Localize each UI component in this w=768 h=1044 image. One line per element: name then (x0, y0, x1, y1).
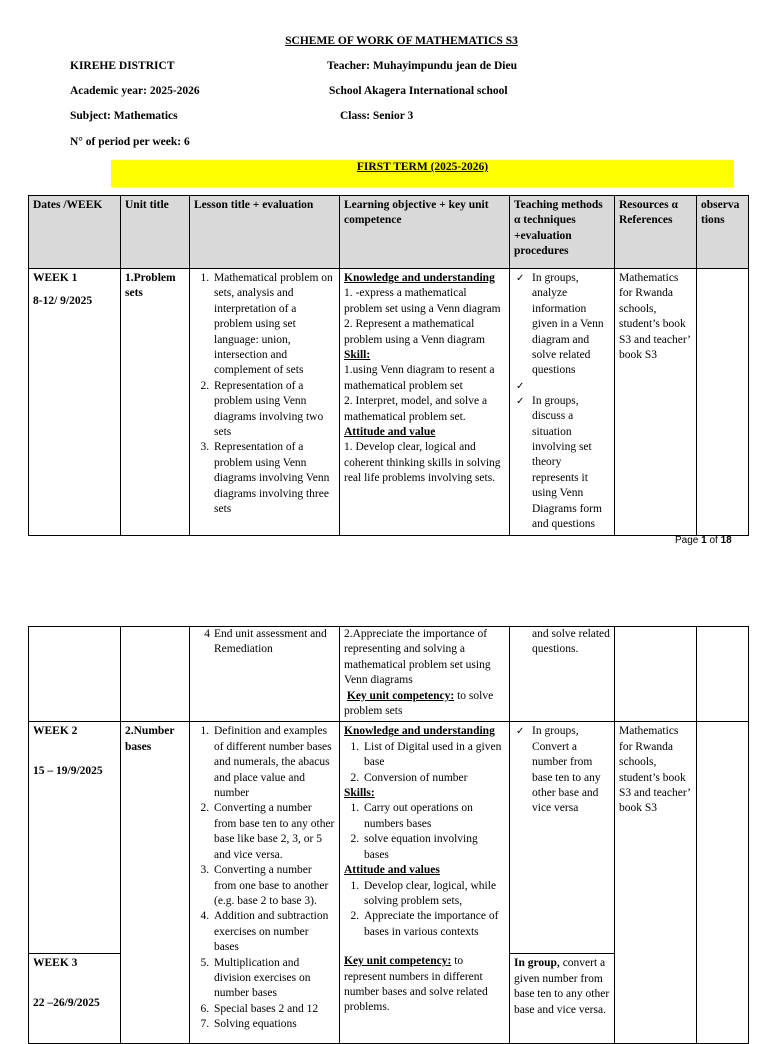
week1-lesson-3: 3. Representation of a problem using Venn diagrams involving Venn diagrams involving three sets (212, 440, 335, 517)
cont-resources (615, 627, 697, 722)
header-resources-line2: References (619, 214, 673, 227)
cont-observations (697, 627, 749, 722)
header-methods-line2: α techniques +evaluation procedures (514, 214, 576, 258)
week3-cell (29, 954, 121, 1044)
week1-ku-2 (344, 317, 505, 363)
page-number: 1 (701, 535, 707, 546)
of-word: of (709, 535, 718, 546)
week2-skills-heading: Skills: (344, 787, 375, 800)
week2-attitude-heading: Attitude and values (344, 864, 440, 877)
cont-objective-text: 2.Appreciate the importance of representing and solving a mathematical problem set using Venn diagrams (344, 628, 491, 687)
header-dates: Dates /WEEK (29, 196, 121, 269)
teacher-label: Teacher: Muhayimpundu jean de Dieu (327, 60, 517, 72)
academic-year-label: Academic year: 2025-2026 (70, 85, 200, 97)
week1-attitude-heading: Attitude and value (344, 426, 436, 439)
week1-observations (697, 269, 749, 536)
week1-skill-1: 1.using Venn diagram to resent a mathematical problem set (344, 364, 495, 392)
week3-lesson-6: 6. Special bases 2 and 12 (212, 1002, 335, 1017)
cont-lesson-number: 4 (204, 628, 210, 640)
week2-methods (510, 722, 615, 954)
periods-label: N° of period per week: 6 (70, 136, 190, 148)
week2-lessons (190, 722, 340, 1044)
method-spacer (514, 379, 610, 394)
week1-lessons (190, 269, 340, 536)
cont-dates (29, 627, 121, 722)
header-unit: Unit title (121, 196, 190, 269)
week2-resources: Mathematics for Rwanda schools, student’s book S3 and teacher’ book S3 (615, 722, 697, 1044)
week1-lesson-2: 2. Representation of a problem using Venn diagrams involving two sets (212, 379, 335, 441)
week2-attitude-2: 2. Appreciate the importance of bases in various contexts (362, 909, 505, 940)
week3-methods-label: In group, (514, 957, 560, 970)
cont-lesson-text: End unit assessment and Remediation (214, 628, 327, 656)
term-banner-text: FIRST TERM (2025-2026) (356, 161, 489, 173)
cont-objectives (340, 627, 510, 722)
week1-skill-2: 2. Interpret, model, and solve a mathematical problem set. (344, 395, 488, 423)
week1-method-1: ✓ In groups, analyze information given in a Venn diagram and solve related questions (514, 271, 610, 379)
header-lesson: Lesson title + evaluation (190, 196, 340, 269)
page-word: Page (675, 535, 699, 546)
week2-ku-heading: Knowledge and understanding (344, 725, 495, 738)
cont-lesson-item (194, 627, 335, 658)
district-label: KIREHE DISTRICT (70, 60, 175, 72)
header-objective: Learning objective + key unit competence (340, 196, 510, 269)
week3-label: WEEK 3 (33, 957, 78, 970)
week3-methods-text: convert a given number from base ten to any other base and vice versa. (514, 957, 610, 1016)
cont-kuc-label: Key unit competency: (346, 689, 455, 702)
week2-observations (697, 722, 749, 1044)
page-total: 18 (720, 535, 732, 546)
header-observations: observa tions (697, 196, 749, 269)
week3-methods (510, 954, 615, 1044)
week1-objectives (340, 269, 510, 536)
term-banner (111, 160, 734, 187)
week2-cell (29, 722, 121, 954)
cont-kuc (344, 689, 505, 720)
week2-lesson-2: 2. Converting a number from base ten to any other base like base 2, 3, or 5 and vice versa. (212, 801, 335, 863)
week3-kuc (344, 954, 505, 1016)
week2-ku-1: 1. List of Digital used in a given base (362, 740, 505, 771)
cont-methods: and solve related questions. (510, 627, 615, 722)
header-methods-line1: Teaching methods (514, 199, 603, 211)
week1-methods (510, 269, 615, 536)
cont-kuc-text: to solve problem sets (344, 689, 494, 718)
week2-skill-1: 1. Carry out operations on numbers bases (362, 801, 505, 832)
scheme-table-page1 (28, 195, 749, 536)
week1-ku-heading: Knowledge and understanding (344, 272, 495, 284)
header-resources (615, 196, 697, 269)
week3-lesson-7: 7. Solving equations (212, 1017, 335, 1032)
week2-lesson-1: 1. Definition and examples of different number bases and numerals, the abacus and place value and number (212, 724, 335, 801)
table-row-continuation (29, 627, 749, 722)
week1-method-2: ✓ In groups, discuss a situation involving set theory represents it using Venn Diagrams form and questions (514, 394, 610, 533)
week1-ku-2-text: 2. Represent a mathematical problem using a Venn diagram (344, 318, 485, 346)
table-row-week2 (29, 722, 749, 954)
week1-resources: Mathematics for Rwanda schools, student’s book S3 and teacher’ book S3 (615, 269, 697, 536)
header-methods (510, 196, 615, 269)
class-label: Class: Senior 3 (340, 110, 414, 122)
week1-unit: 1.Problem sets (121, 269, 190, 536)
week2-lesson-4: 4. Addition and subtraction exercises on number bases (212, 909, 335, 955)
table-header-row (29, 196, 749, 269)
scheme-table-page2 (28, 626, 749, 1044)
week2-label: WEEK 2 (33, 725, 78, 738)
week1-attitude-1: 1. Develop clear, logical and coherent thinking skills in solving real life problems involving sets. (344, 441, 501, 485)
header-resources-line1: Resources α (619, 199, 678, 211)
school-label: School Akagera International school (329, 85, 508, 97)
week3-kuc-label: Key unit competency: (344, 955, 452, 968)
week1-skill-heading: Skill: (344, 349, 371, 362)
table-row-week1 (29, 269, 749, 536)
week2-skill-2: 2. solve equation involving bases (362, 832, 505, 863)
subject-label: Subject: Mathematics (70, 110, 178, 122)
week1-cell (29, 269, 121, 536)
week2-method-1: ✓ In groups, Convert a number from base ten to any other base and vice versa (514, 724, 610, 816)
week1-dates: 8-12/ 9/2025 (33, 295, 93, 308)
week2-ku-2: 2. Conversion of number (362, 771, 505, 786)
page-footer (675, 533, 732, 548)
week1-ku-1: 1. -express a mathematical problem set using a Venn diagram (344, 287, 501, 315)
week3-kuc-text: to represent numbers in different number bases and solve related problems. (344, 955, 488, 1014)
week3-dates: 22 –26/9/2025 (33, 996, 100, 1009)
cont-unit (121, 627, 190, 722)
week2-objectives (340, 722, 510, 1044)
week1-lesson-1: 1. Mathematical problem on sets, analysis and interpretation of a problem using set language: union, intersection and complement of sets (212, 271, 335, 379)
week1-label: WEEK 1 (33, 272, 78, 284)
week2-lesson-3: 3. Converting a number from one base to another (e.g. base 2 to base 3). (212, 863, 335, 909)
week3-lesson-5: 5. Multiplication and division exercises on number bases (212, 956, 335, 1002)
cont-lessons (190, 627, 340, 722)
week2-dates: 15 – 19/9/2025 (33, 764, 103, 777)
week2-attitude-1: 1. Develop clear, logical, while solving problem sets, (362, 879, 505, 910)
week2-unit: 2.Number bases (121, 722, 190, 1044)
document-title: SCHEME OF WORK OF MATHEMATICS S3 (285, 35, 518, 47)
